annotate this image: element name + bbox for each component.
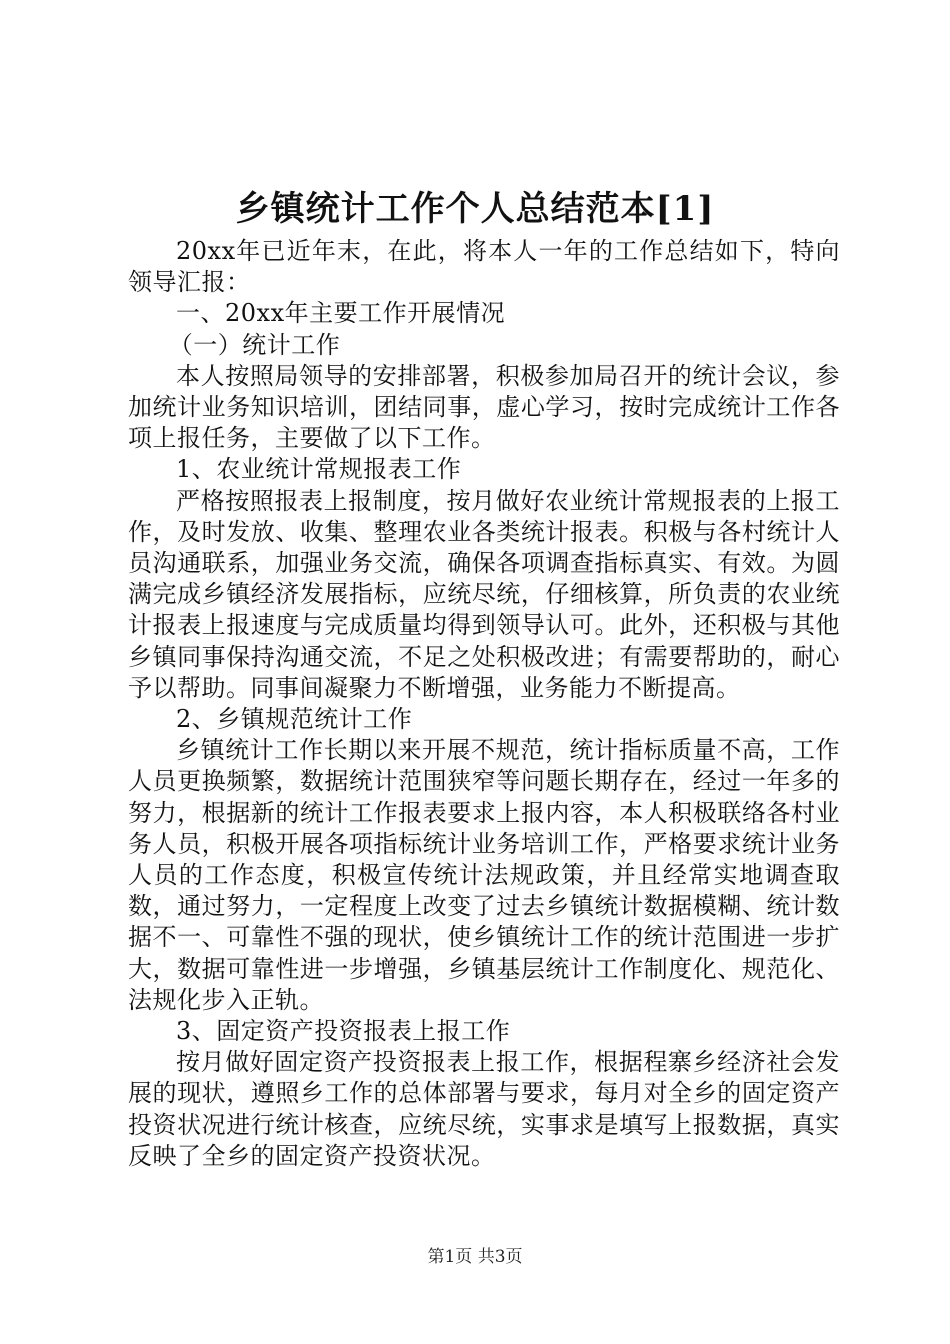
document-title: 乡镇统计工作个人总结范本[1] <box>235 189 715 229</box>
subsection-heading-statistics: （一）统计工作 <box>168 330 341 359</box>
agriculture-paragraph: 严格按照报表上报制度，按月做好农业统计常规报表的上报工作，及时发放、收集、整理农业各类统计报表。积极与各村统计人员沟通联系，加强业务交流，确保各项调查指标真实、有效。为圆满完成乡镇经济发展指标，应统尽统，仔细核算，所负责的农业统计报表上报速度与完成质量均得到领导认可。此外，还积极与其他乡镇同事保持沟通交流，不足之处积极改进；有需要帮助的，耐心予以帮助。同事间凝聚力不断增强，业务能力不断提高。 <box>128 486 840 702</box>
statistics-paragraph: 本人按照局领导的安排部署，积极参加局召开的统计会议，参加统计业务知识培训，团结同事，虚心学习，按时完成统计工作各项上报任务，主要做了以下工作。 <box>128 361 840 453</box>
fixed-assets-paragraph: 按月做好固定资产投资报表上报工作，根据程寨乡经济社会发展的现状，遵照乡工作的总体部署与要求，每月对全乡的固定资产投资状况进行统计核查，应统尽统，实事求是填写上报数据，真实反映了全乡的固定资产投资状况。 <box>128 1048 840 1170</box>
township-paragraph: 乡镇统计工作长期以来开展不规范，统计指标质量不高，工作人员更换频繁，数据统计范围狭窄等问题长期存在，经过一年多的努力，根据新的统计工作报表要求上报内容，本人积极联络各村业务人员，积极开展各项指标统计业务培训工作，严格要求统计业务人员的工作态度，积极宣传统计法规政策，并且经常实地调查取数，通过努力，一定程度上改变了过去乡镇统计数据模糊、统计数据不一、可靠性不强的现状，使乡镇统计工作的统计范围进一步扩大，数据可靠性进一步增强，乡镇基层统计工作制度化、规范化、法规化步入正轨。 <box>128 736 840 1014</box>
item-heading-agriculture: 1、农业统计常规报表工作 <box>176 455 462 484</box>
document-body <box>128 236 840 1172</box>
item-heading-township: 2、乡镇规范统计工作 <box>176 705 413 734</box>
section-heading-1: 一、20xx年主要工作开展情况 <box>176 299 506 328</box>
item-heading-fixed-assets: 3、固定资产投资报表上报工作 <box>176 1017 511 1046</box>
page-footer: 第1页 共3页 <box>427 1247 523 1267</box>
intro-paragraph: 20xx年已近年末，在此，将本人一年的工作总结如下，特向领导汇报： <box>128 237 840 297</box>
